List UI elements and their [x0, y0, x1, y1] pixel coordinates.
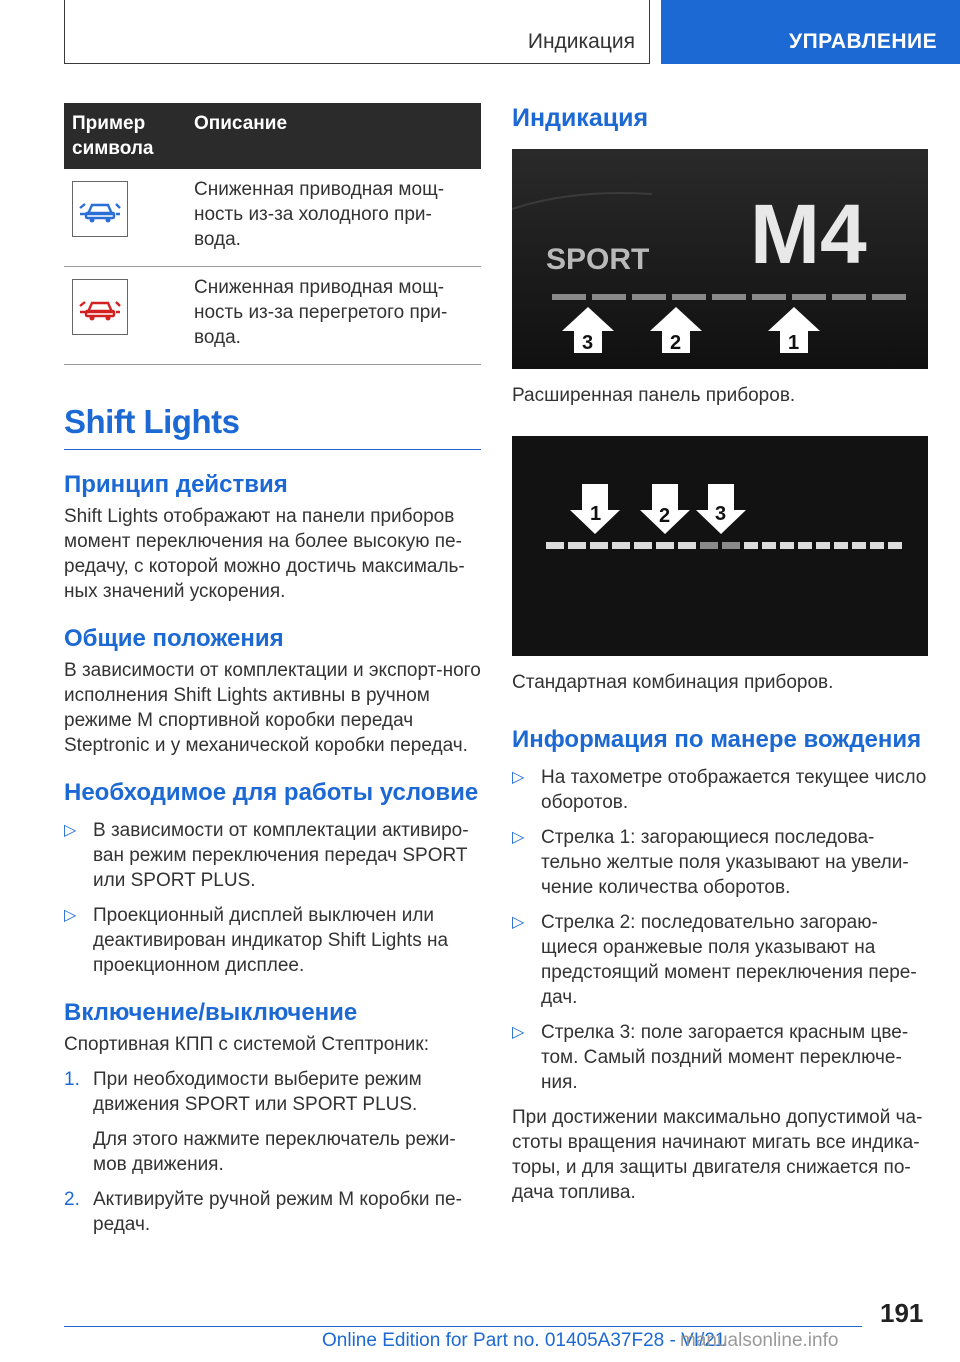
model-label: M4 — [750, 187, 867, 281]
triangle-bullet-icon: ▷ — [512, 1024, 525, 1041]
heading-principle: Принцип действия — [64, 471, 288, 498]
left-column — [64, 103, 481, 1237]
paragraph-general: В зависимости от комплектации и экспорт-ного исполнения Shift Lights активны в ручном режиме M спортивной коробки передач Steptronic и у механической коробки передач. — [64, 660, 481, 756]
list-item: ▷ Стрелка 2: последовательно загораю-щиеся оранжевые поля указывают на предстоящий момент переключения пере-дач. — [512, 912, 917, 1008]
page-number: 191 — [880, 1298, 924, 1328]
image-extended-cluster — [512, 149, 928, 369]
caption-standard-cluster: Стандартная комбинация приборов. — [512, 672, 834, 693]
heading-general: Общие положения — [64, 625, 284, 652]
table-header-symbol: Пример символа — [64, 103, 186, 169]
car-warning-icon-red — [72, 279, 128, 335]
heading-onoff: Включение/выключение — [64, 999, 358, 1026]
header-chapter: УПРАВЛЕНИЕ — [789, 30, 938, 53]
heading-driving-info: Информация по манере вождения — [512, 726, 922, 753]
svg-text:3: 3 — [582, 332, 594, 354]
triangle-bullet-icon: ▷ — [64, 822, 77, 839]
list-item: ▷ Стрелка 3: поле загорается красным цве-том. Самый поздний момент переключе-ния. — [512, 1022, 909, 1093]
svg-text:2: 2 — [659, 505, 671, 527]
table-row — [64, 267, 481, 365]
table-header-description: Описание — [186, 103, 481, 169]
right-column — [512, 103, 928, 1205]
list-item: 1. При необходимости выберите режим движения SPORT или SPORT PLUS. Для этого нажмите переключатель режи-мов движения. — [64, 1069, 456, 1175]
table-cell-description: Сниженная приводная мощ-ность из-за холодного при-вода. — [186, 169, 481, 267]
car-warning-icon-blue — [72, 181, 128, 237]
triangle-bullet-icon: ▷ — [64, 907, 77, 924]
header-chapter-box — [661, 0, 960, 64]
header-section-box — [64, 0, 650, 64]
header-section: Индикация — [527, 30, 635, 53]
list-item: ▷ На тахометре отображается текущее число оборотов. — [512, 767, 927, 813]
list-item: 2. Активируйте ручной режим M коробки пе-редач. — [64, 1189, 462, 1235]
mode-label: SPORT — [546, 243, 650, 276]
svg-text:2: 2 — [670, 332, 682, 354]
svg-text:1: 1 — [590, 503, 602, 525]
list-item: ▷ Проекционный дисплей выключен или деактивирован индикатор Shift Lights на проекционном дисплее. — [64, 905, 449, 976]
paragraph-principle: Shift Lights отображают на панели приборов момент переключения на более высокую пе-редачу, с которой можно достичь максималь-ных значений ускорения. — [64, 506, 465, 602]
triangle-bullet-icon: ▷ — [512, 769, 525, 786]
section-title: Shift Lights — [64, 403, 481, 450]
triangle-bullet-icon: ▷ — [512, 829, 525, 846]
table-header-row — [64, 103, 481, 169]
caption-extended-cluster: Расширенная панель приборов. — [512, 385, 796, 406]
svg-text:1: 1 — [788, 332, 800, 354]
heading-indication: Индикация — [512, 104, 649, 132]
paragraph-driving-info: При достижении максимально допустимой ча-стоты вращения начинают мигать все индика-торы, и для защиты двигателя снижается по-дача топлива. — [512, 1107, 923, 1203]
footer-divider — [64, 1326, 862, 1327]
triangle-bullet-icon: ▷ — [512, 914, 525, 931]
table-cell-description: Сниженная приводная мощ-ность из-за перегретого при-вода. — [186, 267, 481, 365]
symbol-table — [64, 103, 481, 365]
footer-watermark: manualsonline.info — [680, 1330, 839, 1351]
list-item: ▷ Стрелка 1: загорающиеся последова-тельно желтые поля указывают на увели-чение количества оборотов. — [512, 827, 909, 898]
list-item: ▷ В зависимости от комплектации активиро-ван режим переключения передач SPORT или SPORT PLUS. — [64, 820, 469, 891]
heading-condition: Необходимое для работы условие — [64, 779, 479, 806]
table-row — [64, 169, 481, 267]
image-standard-cluster — [512, 436, 928, 656]
paragraph-onoff: Спортивная КПП с системой Стептроник: — [64, 1034, 429, 1055]
footer-edition: Online Edition for Part no. 01405A37F28 - VI/21 — [322, 1330, 726, 1351]
svg-text:3: 3 — [715, 503, 727, 525]
